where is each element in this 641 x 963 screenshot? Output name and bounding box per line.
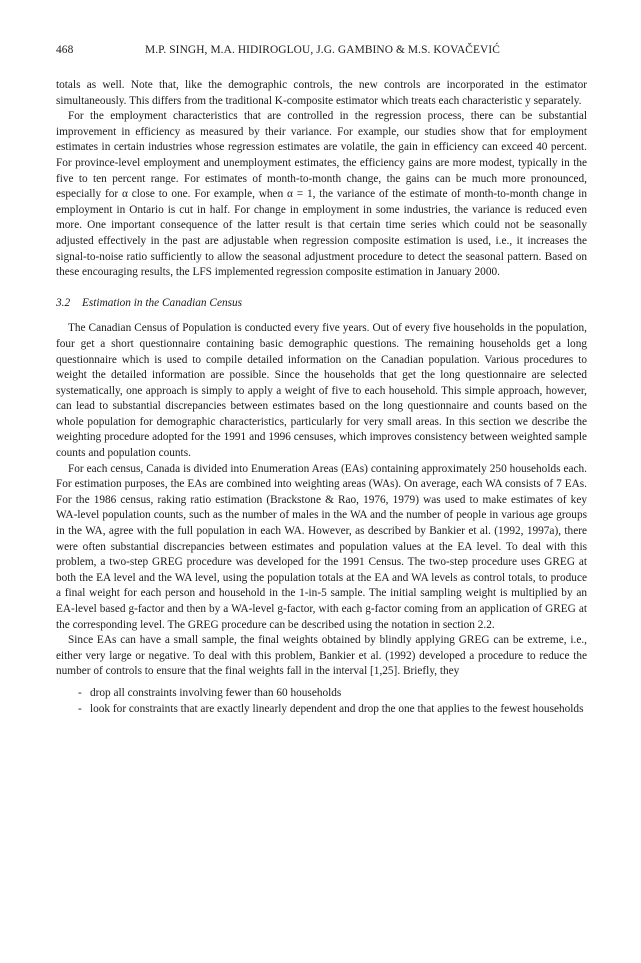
paragraph-3: The Canadian Census of Population is conducted every five years. Out of every five households in the population, four get a short questionnaire containing basic demographic questions. The remaining households get a long questionnaire which is used to compile detailed information on the Canadian population. Various procedures to weight the detailed information are possible. Since the households that get the long questionnaire are selected systematically, one approach is simply to apply a weight of five to each household. This simple approach, however, can lead to substantial discrepancies between estimates based on the long questionnaire and counts based on the whole population for demographic characteristics, particularly for very small areas. In this section we describe the weighting procedure adopted for the 1991 and 1996 censuses, which improves consistency between weighted sample counts and population counts.	[56, 322, 587, 460]
list-item	[56, 702, 587, 718]
section-title: Estimation in the Canadian Census	[82, 296, 243, 309]
page-number: 468	[56, 44, 74, 56]
page-header	[56, 44, 585, 60]
paragraph-5: Since EAs can have a small sample, the final weights obtained by blindly applying GREG can be extreme, i.e., either very large or negative. To deal with this problem, Bankier et al. (1992) developed a procedure to reduce the number of controls to ensure that the final weights fall in the interval [1,25]. Briefly, they	[56, 634, 587, 678]
list-item	[56, 686, 587, 702]
list-item-text: look for constraints that are exactly linearly dependent and drop the one that applies to the fewest households	[90, 702, 584, 715]
section-number: 3.2	[56, 296, 71, 309]
paragraph-1: totals as well. Note that, like the demographic controls, the new controls are incorporated in the estimator simultaneously. This differs from the traditional K-composite estimator which treats each characteristic y separately.	[56, 79, 587, 107]
paragraph-4: For each census, Canada is divided into Enumeration Areas (EAs) containing approximately 250 households each. For estimation purposes, the EAs are combined into weighting areas (WAs). On average, each WA consists of 7 EAs. For the 1986 census, raking ratio estimation (Brackstone & Rao, 1976, 1979) was used to make estimates of key WA-level population counts, such as the number of males in the WA and the number of people in various age groups in the WA, agree with the full population in each WA. However, as described by Bankier et al. (1992, 1997a), there were often substantial discrepancies between estimates and population values at the EA level. To deal with this problem, a two-step GREG procedure was developed for the 1991 Census. The two-step procedure uses GREG at both the EA level and the WA level, using the population totals at the EA and WA levels as control totals, to produce a final weight for each person and household in the 1-in-5 sample. The initial sampling weight is multiplied by an EA-level based g-factor and then by a WA-level g-factor, with each g-factor coming from an application of GREG at the corresponding level. The GREG procedure can be described using the notation in section 2.2.	[56, 462, 587, 631]
running-head: M.P. SINGH, M.A. HIDIROGLOU, J.G. GAMBINO & M.S. KOVAČEVIĆ	[145, 44, 500, 56]
body-text	[56, 78, 587, 717]
bullet-marker: -	[78, 702, 82, 715]
bullet-marker: -	[78, 686, 82, 699]
section-heading	[56, 296, 587, 312]
bullet-list	[56, 686, 587, 717]
list-item-text: drop all constraints involving fewer than 60 households	[90, 686, 342, 699]
paragraph-2: For the employment characteristics that are controlled in the regression process, there can be substantial improvement in efficiency as measured by their variance. For example, our studies show that for employment estimates in certain industries whose regression estimates are volatile, the gain in efficiency can exceed 40 percent. For province-level employment and unemployment estimates, the efficiency gains are more modest, typically in the five to ten percent range. For estimates of month-to-month change, the gains can be much more pronounced, especially for α close to one. For example, when α = 1, the variance of the estimate of month-to-month change in employment in Ontario is cut in half. For change in employment in some industries, the variance is reduced even more. One important consequence of the latter result is that certain time series which could not be seasonally adjusted effectively in the past are adjustable when regression composite estimation is used, i.e., it increases the signal-to-noise ratio sufficiently to allow the seasonal adjustment procedure to detect the seasonal pattern. Based on these encouraging results, the LFS implemented regression composite estimation in January 2000.	[56, 110, 587, 279]
